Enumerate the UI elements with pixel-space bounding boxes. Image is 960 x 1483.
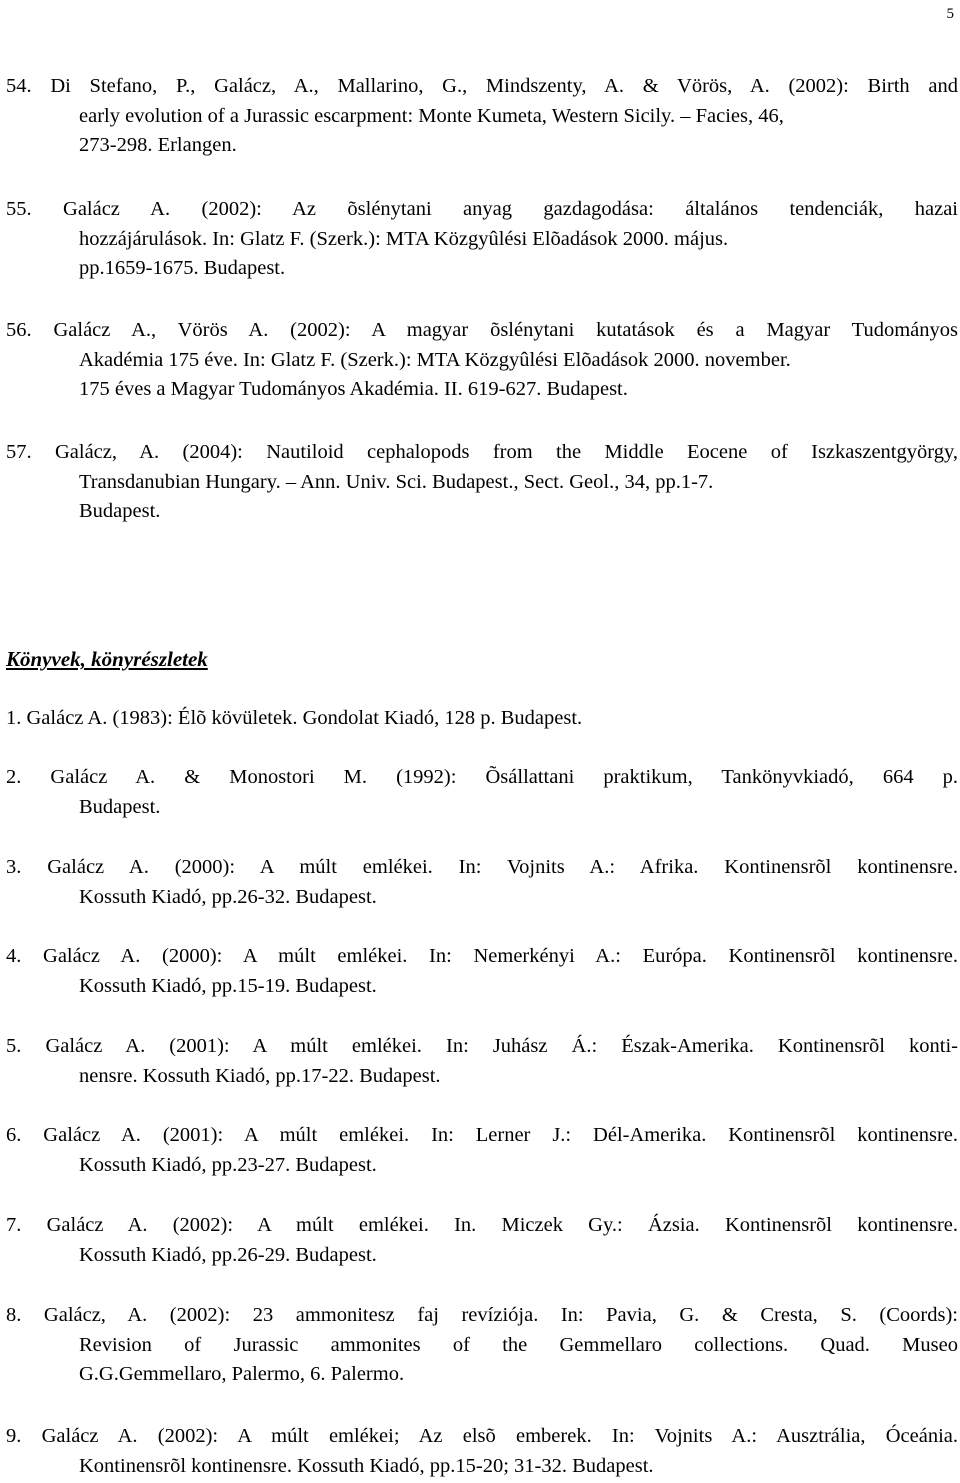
- entry-line: hozzájárulások. In: Glatz F. (Szerk.): MTA Közgyûlési Elõadások 2000. május.: [79, 227, 729, 250]
- book-entry-3: [6, 853, 958, 912]
- entry-line: 57. Galácz, A. (2004): Nautiloid cephalopods from the Middle Eocene of Iszkaszentgyörgy,: [6, 441, 958, 463]
- book-entry-7: [6, 1211, 958, 1270]
- book-entry-6: [6, 1121, 958, 1180]
- entry-line: early evolution of a Jurassic escarpment: Monte Kumeta, Western Sicily. – Facies, 46,: [79, 104, 784, 127]
- entry-line: 273-298. Erlangen.: [79, 134, 237, 156]
- book-entry-4: [6, 942, 958, 1001]
- entry-line: G.G.Gemmellaro, Palermo, 6. Palermo.: [79, 1363, 405, 1385]
- entry-line: Kossuth Kiadó, pp.23-27. Budapest.: [79, 1153, 377, 1176]
- entry-line: 7. Galácz A. (2002): A múlt emlékei. In. Miczek Gy.: Ázsia. Kontinensrõl kontinensre.: [6, 1214, 958, 1236]
- entry-line: 6. Galácz A. (2001): A múlt emlékei. In: Lerner J.: Dél-Amerika. Kontinensrõl kontinensre.: [6, 1124, 958, 1146]
- entry-line: nensre. Kossuth Kiadó, pp.17-22. Budapest.: [79, 1064, 441, 1087]
- entry-line: 9. Galácz A. (2002): A múlt emlékei; Az elsõ emberek. In: Vojnits A.: Ausztrália, Óceánia.: [6, 1425, 958, 1447]
- entry-line: 55. Galácz A. (2002): Az õslénytani anyag gazdagodása: általános tendenciák, hazai: [6, 198, 958, 220]
- entry-line: Kossuth Kiadó, pp.26-32. Budapest.: [79, 885, 377, 908]
- entry-line: Kontinensrõl kontinensre. Kossuth Kiadó, pp.15-20; 31-32. Budapest.: [79, 1454, 654, 1477]
- book-entry-5: [6, 1032, 958, 1091]
- section-heading: Könyvek, könyrészletek: [6, 647, 208, 671]
- entry-line: 8. Galácz, A. (2002): 23 ammonitesz faj revíziója. In: Pavia, G. & Cresta, S. (Coords):: [6, 1304, 958, 1326]
- book-entry-2: [6, 763, 958, 822]
- entry-line: 56. Galácz A., Vörös A. (2002): A magyar õslénytani kutatások és a Magyar Tudományos: [6, 319, 958, 341]
- entry-line: pp.1659-1675. Budapest.: [79, 257, 286, 279]
- page-number: 5: [946, 6, 954, 22]
- entry-line: 1. Galácz A. (1983): Élõ kövületek. Gondolat Kiadó, 128 p. Budapest.: [6, 707, 583, 729]
- bibliography-entry-55: [6, 195, 958, 284]
- bibliography-entry-57: [6, 438, 958, 527]
- entry-line: 5. Galácz A. (2001): A múlt emlékei. In: Juhász Á.: Észak-Amerika. Kontinensrõl konti-: [6, 1035, 958, 1057]
- entry-line: 175 éves a Magyar Tudományos Akadémia. II. 619-627. Budapest.: [79, 378, 628, 400]
- entry-line: 4. Galácz A. (2000): A múlt emlékei. In: Nemerkényi A.: Európa. Kontinensrõl kontinensre.: [6, 945, 958, 967]
- book-entry-9: [6, 1422, 958, 1481]
- entry-line: Transdanubian Hungary. – Ann. Univ. Sci. Budapest., Sect. Geol., 34, pp.1-7.: [79, 470, 714, 493]
- book-entry-1: [6, 704, 958, 734]
- entry-line: Kossuth Kiadó, pp.26-29. Budapest.: [79, 1243, 377, 1266]
- book-entry-8: [6, 1301, 958, 1390]
- bibliography-entry-54: [6, 72, 958, 161]
- entry-line: Kossuth Kiadó, pp.15-19. Budapest.: [79, 974, 377, 997]
- entry-line: 3. Galácz A. (2000): A múlt emlékei. In: Vojnits A.: Afrika. Kontinensrõl kontinensre.: [6, 856, 958, 878]
- entry-line: 2. Galácz A. & Monostori M. (1992): Õsállattani praktikum, Tankönyvkiadó, 664 p.: [6, 766, 958, 788]
- entry-line: Akadémia 175 éve. In: Glatz F. (Szerk.): MTA Közgyûlési Elõadások 2000. november.: [79, 348, 791, 371]
- entry-line: Budapest.: [79, 795, 161, 818]
- entry-line: Budapest.: [79, 500, 161, 522]
- entry-line: Revision of Jurassic ammonites of the Gemmellaro collections. Quad. Museo: [79, 1333, 958, 1356]
- entry-line: 54. Di Stefano, P., Galácz, A., Mallarino, G., Mindszenty, A. & Vörös, A. (2002): Birth and: [6, 75, 958, 97]
- bibliography-entry-56: [6, 316, 958, 405]
